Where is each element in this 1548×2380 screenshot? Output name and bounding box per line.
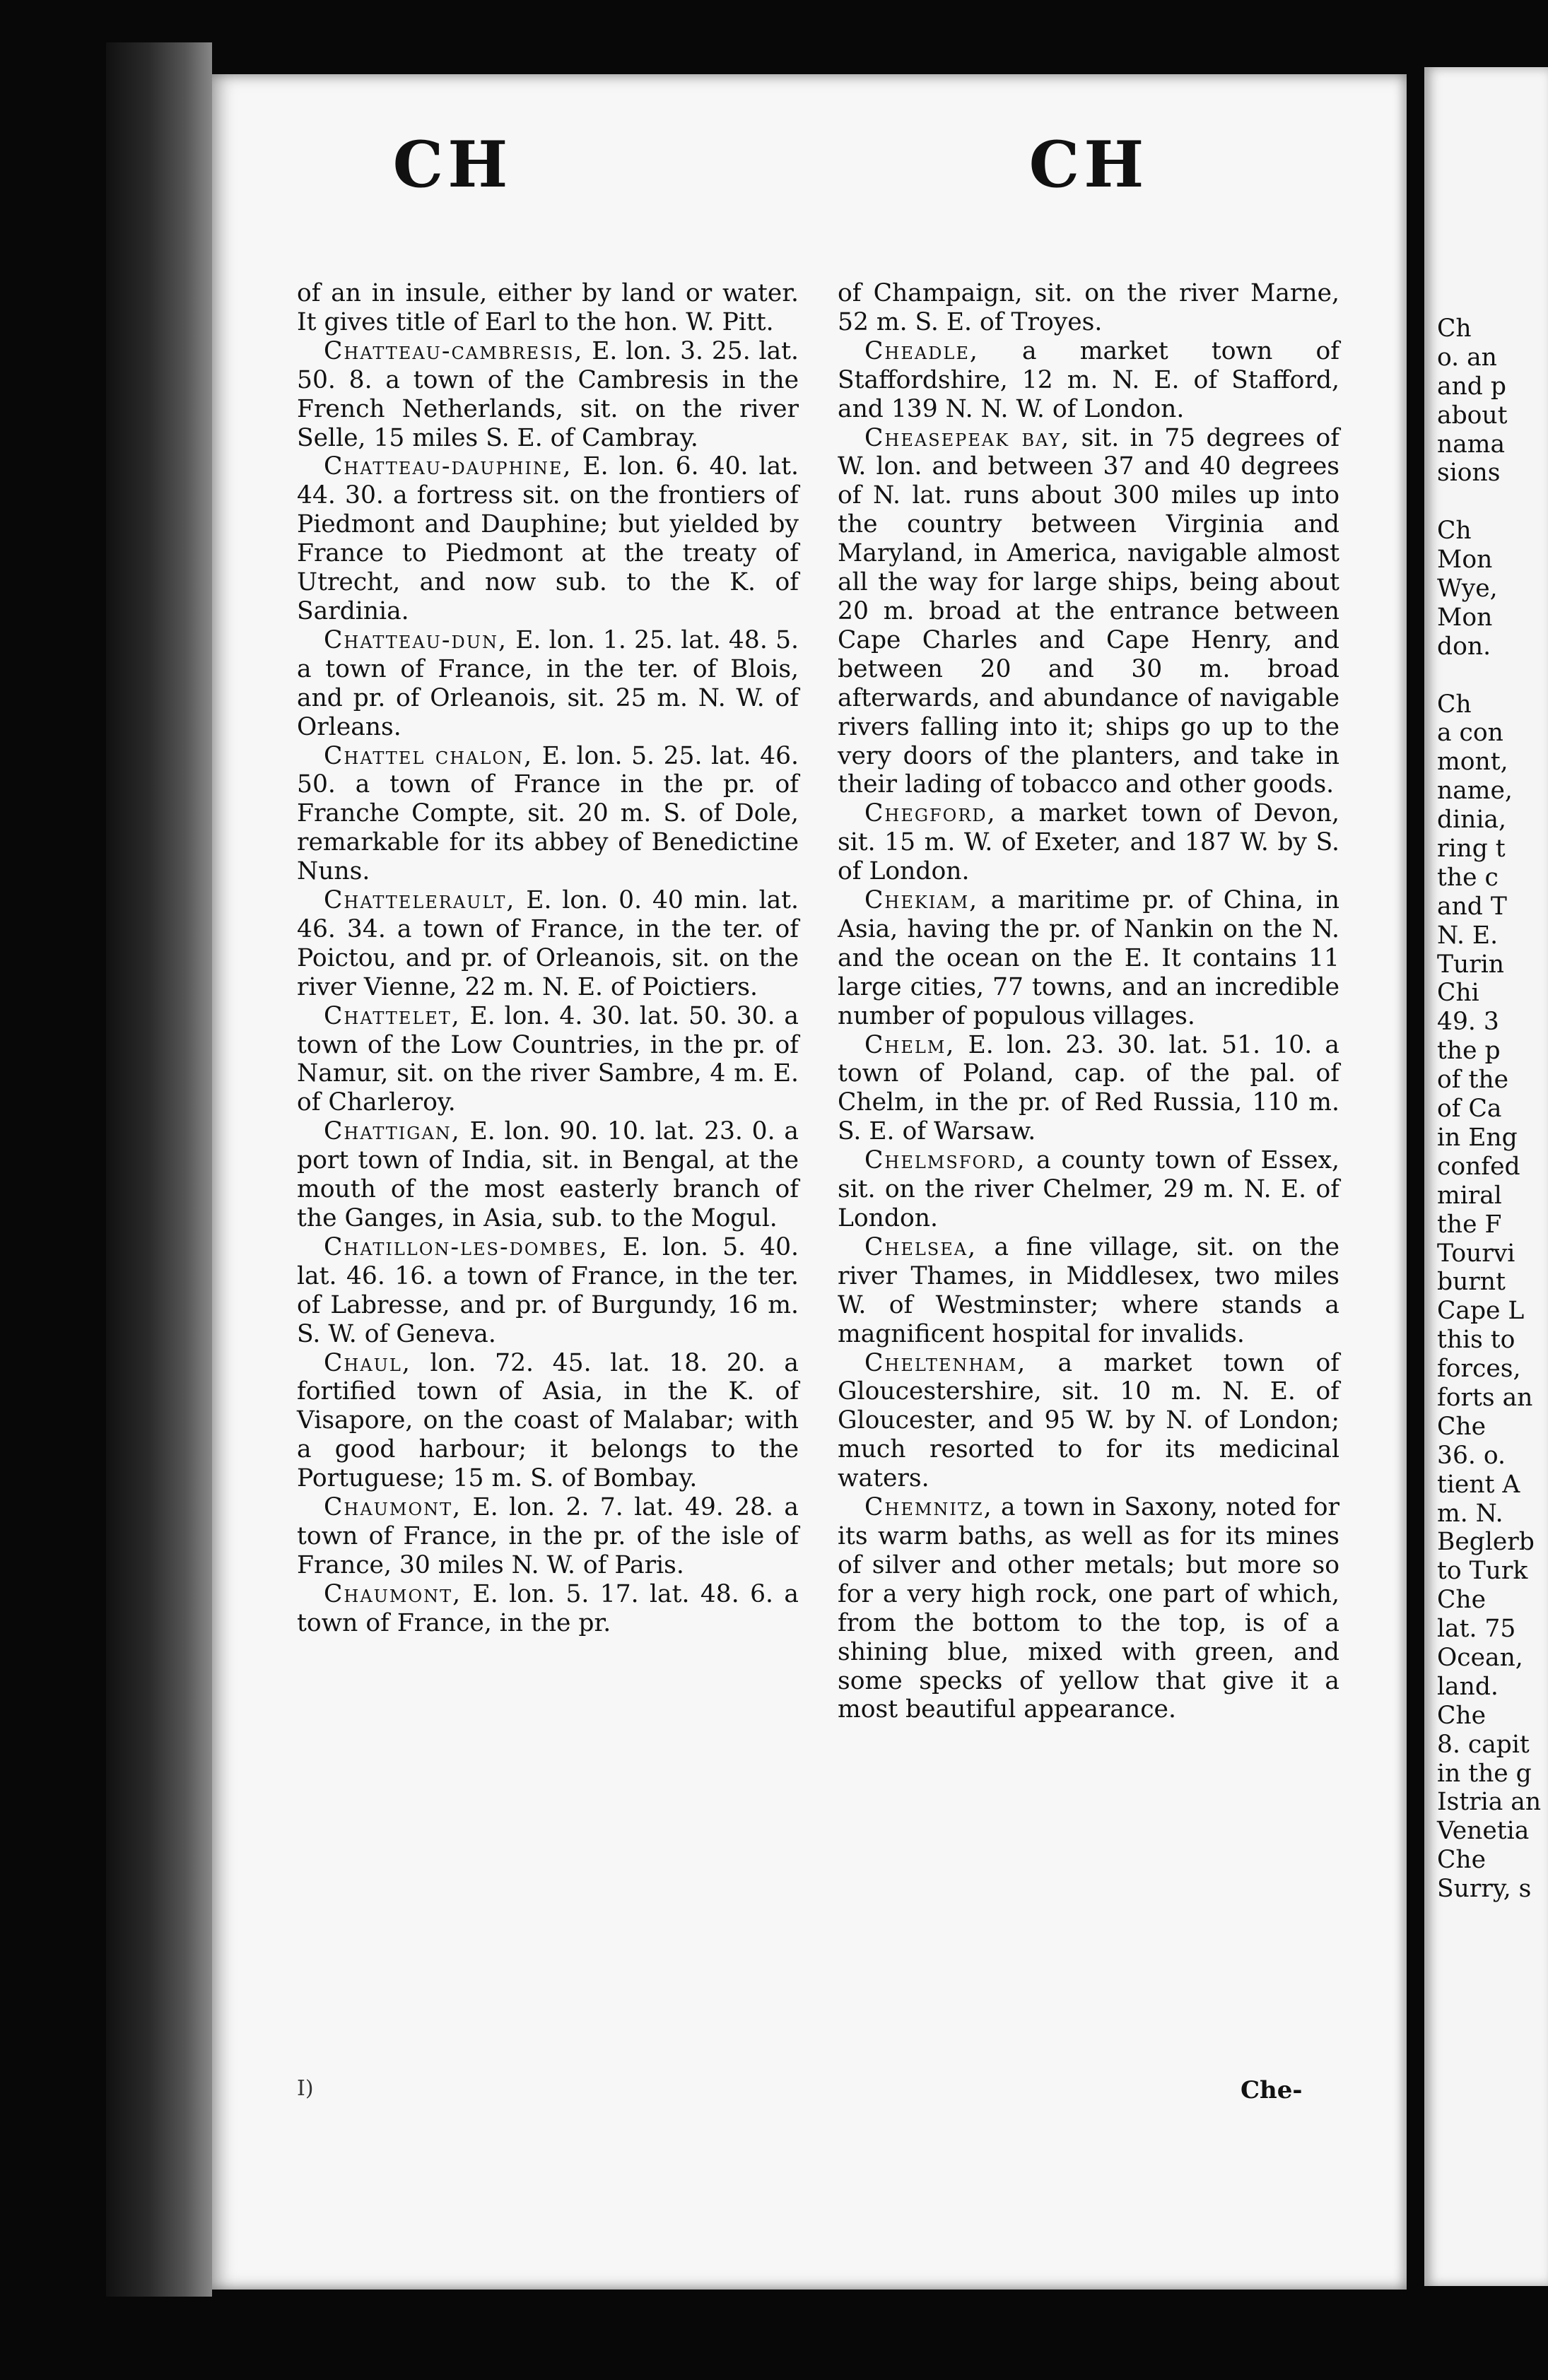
entry-text: E. lon. 4. 30. lat. 50. 30. a town of the Low Countries, in the pr. of Namur, sit. on the river Sambre, 4 m. E. of Charleroy. — [297, 1001, 799, 1117]
dictionary-entry — [838, 1031, 1339, 1147]
fragment-line: tient A — [1437, 1470, 1520, 1499]
entry-headword: Chatillon-les-dombes, — [324, 1232, 609, 1261]
entry-headword: Chelsea, — [864, 1232, 978, 1261]
entry-text: a market town of Devon, sit. 15 m. W. of Exeter, and 187 W. by S. of London. — [838, 799, 1339, 886]
dictionary-entry — [838, 1146, 1339, 1233]
fragment-line: a con — [1437, 719, 1503, 748]
entry-text: E. lon. 1. 25. lat. 48. 5. a town of France, in the ter. of Blois, and pr. of Orleanois, sit. 25 m. N. W. of Orleans. — [297, 625, 799, 741]
entry-text: E. lon. 6. 40. lat. 44. 30. a fortress sit. on the frontiers of Piedmont and Dauphine; but yielded by France to Piedmont at the treaty of Utrecht, and now sub. to the K. of Sardinia. — [297, 452, 799, 625]
fragment-line: 8. capit — [1437, 1730, 1530, 1759]
entry-text: E. lon. 0. 40 min. lat. 46. 34. a town of France, in the ter. of Poictou, and pr. of Orleanois, sit. on the river Vienne, 22 m. N. E. of Poictiers. — [297, 886, 799, 1001]
entry-text: E. lon. 3. 25. lat. 50. 8. a town of the Cambresis in the French Netherlands, sit. on the river Selle, 15 miles S. E. of Cambray. — [297, 336, 799, 452]
fragment-line — [1437, 488, 1548, 517]
fragment-line: mont, — [1437, 748, 1508, 777]
fragment-line: Mon — [1437, 546, 1493, 575]
fragment-line: Ch — [1437, 517, 1472, 546]
entry-headword: Chatteau-cambresis, — [324, 336, 584, 365]
entry-text: E. lon. 5. 17. lat. 48. 6. a town of France, in the pr. — [297, 1579, 799, 1637]
dictionary-entry — [297, 452, 799, 625]
entry-headword: Chattigan, — [324, 1117, 461, 1146]
fragment-line: and p — [1437, 372, 1506, 401]
fragment-line: Wye, — [1437, 575, 1498, 603]
fragment-line: Che — [1437, 1586, 1487, 1615]
fragment-line: 36. o. — [1437, 1441, 1506, 1470]
entry-headword: Chelm, — [864, 1030, 956, 1059]
entry-headword: Chemnitz, — [864, 1493, 993, 1522]
fragment-line: Venetia — [1437, 1817, 1530, 1846]
fragment-line: and T — [1437, 892, 1507, 921]
fragment-line: don. — [1437, 632, 1491, 661]
entry-text: E. lon. 90. 10. lat. 23. 0. a port town of India, sit. in Bengal, at the mouth of the most easterly branch of the Ganges, in Asia, sub. to the Mogul. — [297, 1117, 799, 1232]
fragment-line: N. E. — [1437, 921, 1499, 950]
fragment-line: ring t — [1437, 835, 1506, 864]
fragment-line: Turin — [1437, 950, 1504, 979]
fragment-line — [1437, 661, 1548, 690]
entry-headword: Chattel chalon, — [324, 741, 534, 770]
left-text-column — [297, 279, 799, 1638]
fragment-line: Ch — [1437, 690, 1472, 719]
dictionary-entry — [838, 1493, 1339, 1724]
fragment-line: lat. 75 — [1437, 1615, 1516, 1644]
fragment-line: to Turk — [1437, 1557, 1528, 1586]
entry-text: of Champaign, sit. on the river Marne, 52 m. S. E. of Troyes. — [838, 279, 1339, 336]
entry-headword: Cheadle, — [864, 336, 979, 365]
entry-text: a town in Saxony, noted for its warm baths, as well as for its mines of silver and other metals; but more so for a very high rock, one part of which, from the bottom to the top, is of a shining blue, mixed with green, and some specks of yellow that give it a most beautiful appearance. — [838, 1493, 1339, 1724]
fragment-line: Che — [1437, 1846, 1487, 1875]
fragment-line: forts an — [1437, 1383, 1533, 1412]
entry-text: E. lon. 23. 30. lat. 51. 10. a town of Poland, cap. of the pal. of Chelm, in the pr. of Red Russia, 110 m. S. E. of Warsaw. — [838, 1030, 1339, 1146]
fragment-line: of Ca — [1437, 1095, 1502, 1124]
fragment-line: in Eng — [1437, 1123, 1518, 1152]
fragment-line: Chi — [1437, 979, 1479, 1008]
dictionary-entry — [838, 886, 1339, 1031]
fragment-line: burnt — [1437, 1268, 1506, 1297]
entry-headword: Chattelerault, — [324, 886, 516, 915]
dictionary-entry — [297, 626, 799, 742]
fragment-line: o. an — [1437, 343, 1497, 372]
entry-headword: Chekiam, — [864, 886, 979, 915]
fragment-line: Tourvi — [1437, 1239, 1515, 1268]
entry-headword: Chaumont, — [324, 1493, 462, 1522]
entry-headword: Cheltenham, — [864, 1348, 1027, 1377]
entry-text: a market town of Gloucestershire, sit. 10 m. N. E. of Gloucester, and 95 W. by N. of London; much resorted to for its medicinal waters. — [838, 1348, 1339, 1493]
catchword: Che- — [1241, 2076, 1303, 2104]
fragment-line: Surry, s — [1437, 1875, 1532, 1904]
right-text-column — [838, 279, 1339, 1724]
fragment-line: sions — [1437, 459, 1501, 488]
entry-headword: Chattelet, — [324, 1001, 461, 1030]
dictionary-entry — [838, 799, 1339, 886]
dictionary-entry — [297, 1349, 799, 1494]
entry-text: E. lon. 5. 40. lat. 46. 16. a town of France, in the ter. of Labresse, and pr. of Burgundy, 16 m. S. W. of Geneva. — [297, 1232, 799, 1348]
fragment-line: this to — [1437, 1326, 1515, 1355]
fragment-line: Ch — [1437, 314, 1472, 343]
fragment-line: of the — [1437, 1066, 1509, 1095]
dictionary-entry — [297, 1233, 799, 1349]
fragment-line: the F — [1437, 1210, 1502, 1239]
entry-headword: Chaumont, — [324, 1579, 462, 1608]
adjacent-page-text-fragments — [1437, 314, 1548, 1904]
fragment-line: in the g — [1437, 1759, 1532, 1788]
dictionary-entry — [838, 1233, 1339, 1349]
fragment-line: dinia, — [1437, 806, 1506, 835]
dictionary-entry — [838, 424, 1339, 800]
fragment-line: Che — [1437, 1701, 1487, 1730]
entry-headword: Chelmsford, — [864, 1146, 1026, 1175]
dictionary-entry — [297, 1493, 799, 1580]
entry-headword: Chatteau-dun, — [324, 625, 508, 654]
entry-text: of an in insule, either by land or water. It gives title of Earl to the hon. W. Pitt. — [297, 279, 799, 336]
fragment-line: Ocean, — [1437, 1643, 1523, 1672]
dictionary-entry — [838, 337, 1339, 424]
entry-headword: Cheasepeak bay, — [864, 423, 1071, 452]
dictionary-entry — [297, 1117, 799, 1233]
dictionary-entry — [838, 279, 1339, 337]
fragment-line: Beglerb — [1437, 1528, 1535, 1557]
fragment-line: the c — [1437, 863, 1499, 892]
fragment-line: 49. 3 — [1437, 1008, 1499, 1037]
dictionary-entry — [297, 886, 799, 1002]
fragment-line: land. — [1437, 1672, 1499, 1701]
adjacent-page-edge — [1424, 67, 1548, 2286]
entry-headword: Chatteau-dauphine, — [324, 452, 573, 481]
fragment-line: forces, — [1437, 1355, 1521, 1384]
fragment-line: m. N. — [1437, 1499, 1503, 1528]
entry-text: a maritime pr. of China, in Asia, having the pr. of Nankin on the N. and the ocean on the E. It contains 11 large cities, 77 towns, and an incredible number of populous villages. — [838, 886, 1339, 1030]
fragment-line: the p — [1437, 1037, 1501, 1066]
entry-headword: Chegford, — [864, 799, 997, 828]
dictionary-entry — [838, 1349, 1339, 1494]
fragment-line: miral — [1437, 1181, 1502, 1210]
entry-headword: Chaul, — [324, 1348, 411, 1377]
dictionary-entry — [297, 742, 799, 887]
entry-text: lon. 72. 45. lat. 18. 20. a fortified town of Asia, in the K. of Visapore, on the coast of Malabar; with a good harbour; it belongs to the Portuguese; 15 m. S. of Bombay. — [297, 1348, 799, 1493]
fragment-line: Mon — [1437, 603, 1493, 632]
running-head-right: CH — [1028, 127, 1149, 202]
fragment-line: Cape L — [1437, 1297, 1525, 1326]
fragment-line: name, — [1437, 777, 1513, 806]
dictionary-entry — [297, 1002, 799, 1118]
entry-text: E. lon. 2. 7. lat. 49. 28. a town of France, in the pr. of the isle of France, 30 miles N. W. of Paris. — [297, 1493, 799, 1579]
fragment-line: Istria an — [1437, 1788, 1542, 1817]
dictionary-entry — [297, 279, 799, 337]
entry-text: a county town of Essex, sit. on the river Chelmer, 29 m. N. E. of London. — [838, 1146, 1339, 1232]
dictionary-entry — [297, 1580, 799, 1638]
fragment-line: about — [1437, 401, 1508, 430]
entry-text: a fine village, sit. on the river Thames, in Middlesex, two miles W. of Westminster; where stands a magnificent hospital for invalids. — [838, 1232, 1339, 1348]
dictionary-entry — [297, 337, 799, 453]
entry-text: a market town of Staffordshire, 12 m. N. E. of Stafford, and 139 N. N. W. of London. — [838, 336, 1339, 423]
running-head-left: CH — [392, 127, 512, 202]
footer-mark: I) — [297, 2076, 314, 2101]
fragment-line: Che — [1437, 1412, 1487, 1441]
entry-text: sit. in 75 degrees of W. lon. and between 37 and 40 degrees of N. lat. runs about 300 miles up into the country between Virginia and Maryland, in America, navigable almost all the way for large ships, being about 20 m. broad at the entrance between Cape Charles and Cape Henry, and between 20 and 30 m. broad afterwards, and abundance of navigable rivers falling into it; ships go up to the very doors of the planters, and take in their lading of tobacco and other goods. — [838, 423, 1339, 799]
fragment-line: nama — [1437, 430, 1506, 459]
book-spine-shadow — [106, 42, 212, 2297]
fragment-line: confed — [1437, 1152, 1520, 1181]
entry-text: E. lon. 5. 25. lat. 46. 50. a town of France in the pr. of Franche Compte, sit. 20 m. S. of Dole, remarkable for its abbey of Benedictine Nuns. — [297, 741, 799, 886]
